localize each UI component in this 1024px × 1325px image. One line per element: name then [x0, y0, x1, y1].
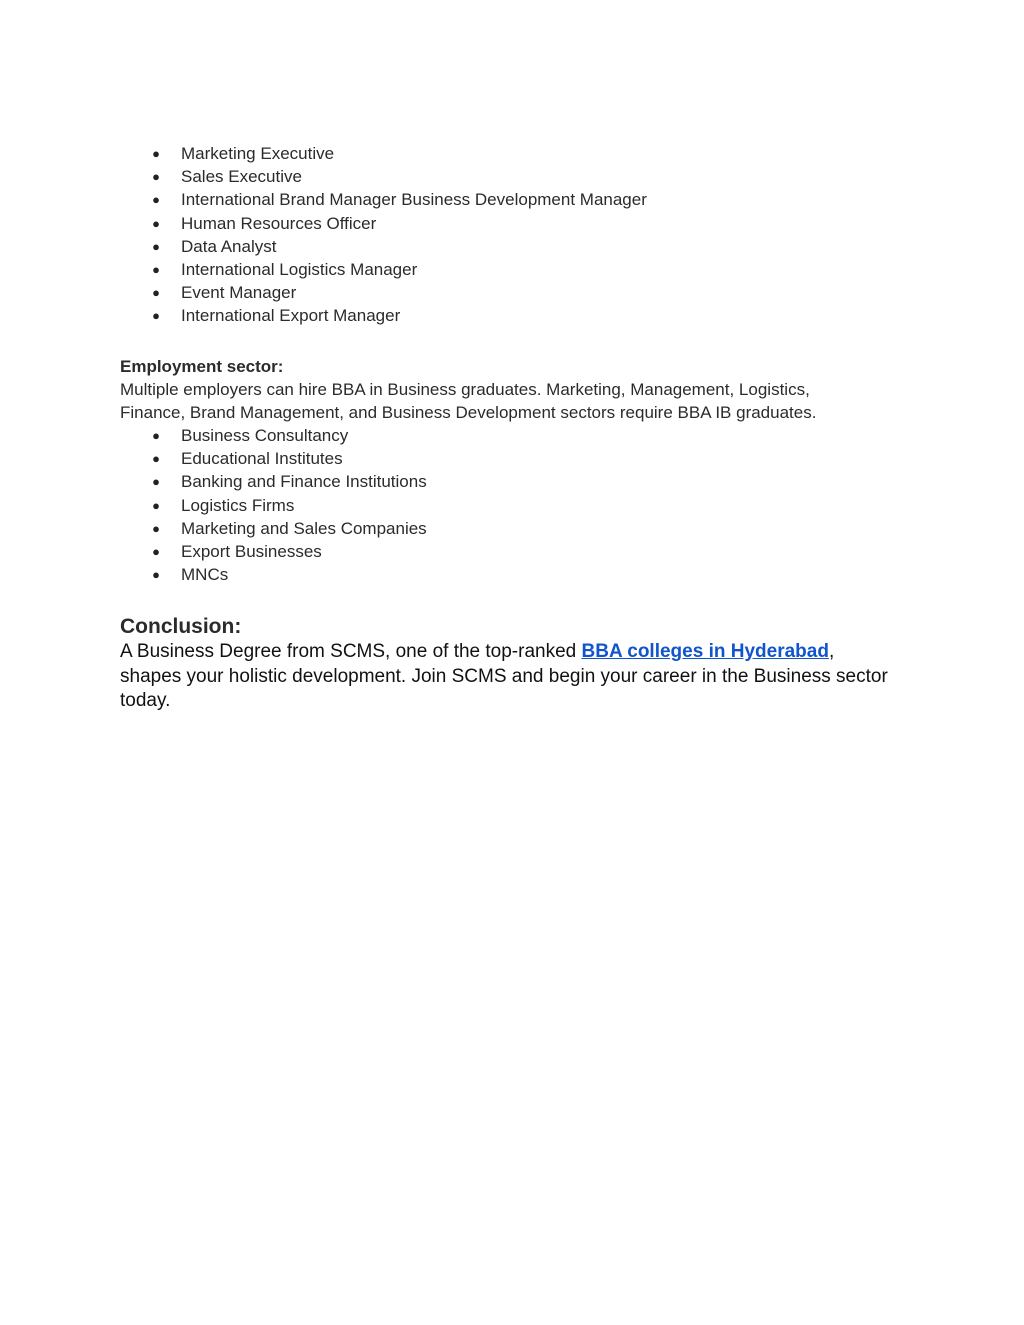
- list-item: [150, 540, 910, 563]
- list-item-text: Banking and Finance Institutions: [181, 472, 427, 492]
- bullet-icon: ●: [152, 169, 160, 185]
- list-item-text: Marketing Executive: [181, 144, 335, 163]
- bullet-icon: ●: [152, 261, 160, 277]
- list-item: [150, 447, 910, 470]
- conclusion-text-after-link: , shapes your holistic development. Join SCMS and begin your career in the Business sector today.: [120, 641, 888, 711]
- list-item: [150, 212, 910, 235]
- list-item-text: Marketing and Sales Companies: [181, 518, 427, 538]
- list-item-text: Data Analyst: [181, 236, 277, 256]
- list-item: [150, 281, 910, 304]
- list-item-text: MNCs: [181, 565, 229, 585]
- list-item-text: International Logistics Manager: [181, 259, 418, 279]
- employment-sector-list: [150, 424, 910, 586]
- list-item: [150, 258, 910, 281]
- bullet-icon: ●: [152, 238, 160, 254]
- list-item: [150, 235, 910, 258]
- bullet-icon: ●: [152, 308, 160, 324]
- job-roles-list: [150, 142, 910, 328]
- bullet-icon: ●: [152, 520, 160, 536]
- bullet-icon: ●: [152, 543, 160, 559]
- bullet-icon: ●: [152, 497, 160, 513]
- list-item-text: Sales Executive: [181, 167, 302, 187]
- bullet-icon: ●: [152, 285, 160, 301]
- list-item-text: International Export Manager: [181, 306, 401, 326]
- list-item: [150, 517, 910, 540]
- list-item-text: Business Consultancy: [181, 426, 349, 445]
- list-item-text: International Brand Manager Business Development Manager: [181, 190, 647, 210]
- bullet-icon: ●: [152, 567, 160, 583]
- conclusion-paragraph: [120, 640, 900, 714]
- list-item: [150, 470, 910, 493]
- employment-sector-paragraph: [120, 378, 900, 424]
- list-item: [150, 563, 910, 586]
- list-item: [150, 165, 910, 188]
- list-item-text: Export Businesses: [181, 541, 322, 561]
- bba-colleges-link[interactable]: BBA colleges in Hyderabad: [581, 641, 829, 662]
- conclusion-text-before-link: A Business Degree from SCMS, one of the top-ranked: [120, 641, 582, 662]
- list-item-text: Event Manager: [181, 283, 297, 303]
- list-item: [150, 424, 910, 447]
- list-item: [150, 188, 910, 211]
- list-item-text: Educational Institutes: [181, 449, 343, 469]
- bullet-icon: ●: [152, 146, 160, 161]
- bullet-icon: ●: [152, 215, 160, 231]
- list-item-text: Logistics Firms: [181, 495, 295, 515]
- bullet-icon: ●: [152, 192, 160, 208]
- list-item: [150, 494, 910, 517]
- paragraph-line: Finance, Brand Management, and Business Development sectors require BBA IB graduates.: [120, 403, 817, 423]
- list-item: [150, 142, 910, 165]
- conclusion-heading: Conclusion:: [120, 615, 242, 638]
- employment-sector-heading: Employment sector:: [120, 357, 284, 376]
- list-item: [150, 304, 910, 327]
- paragraph-line: Multiple employers can hire BBA in Business graduates. Marketing, Management, Logistics,: [120, 380, 810, 399]
- bullet-icon: ●: [152, 428, 160, 443]
- bullet-icon: ●: [152, 474, 160, 490]
- list-item-text: Human Resources Officer: [181, 213, 377, 233]
- bullet-icon: ●: [152, 451, 160, 467]
